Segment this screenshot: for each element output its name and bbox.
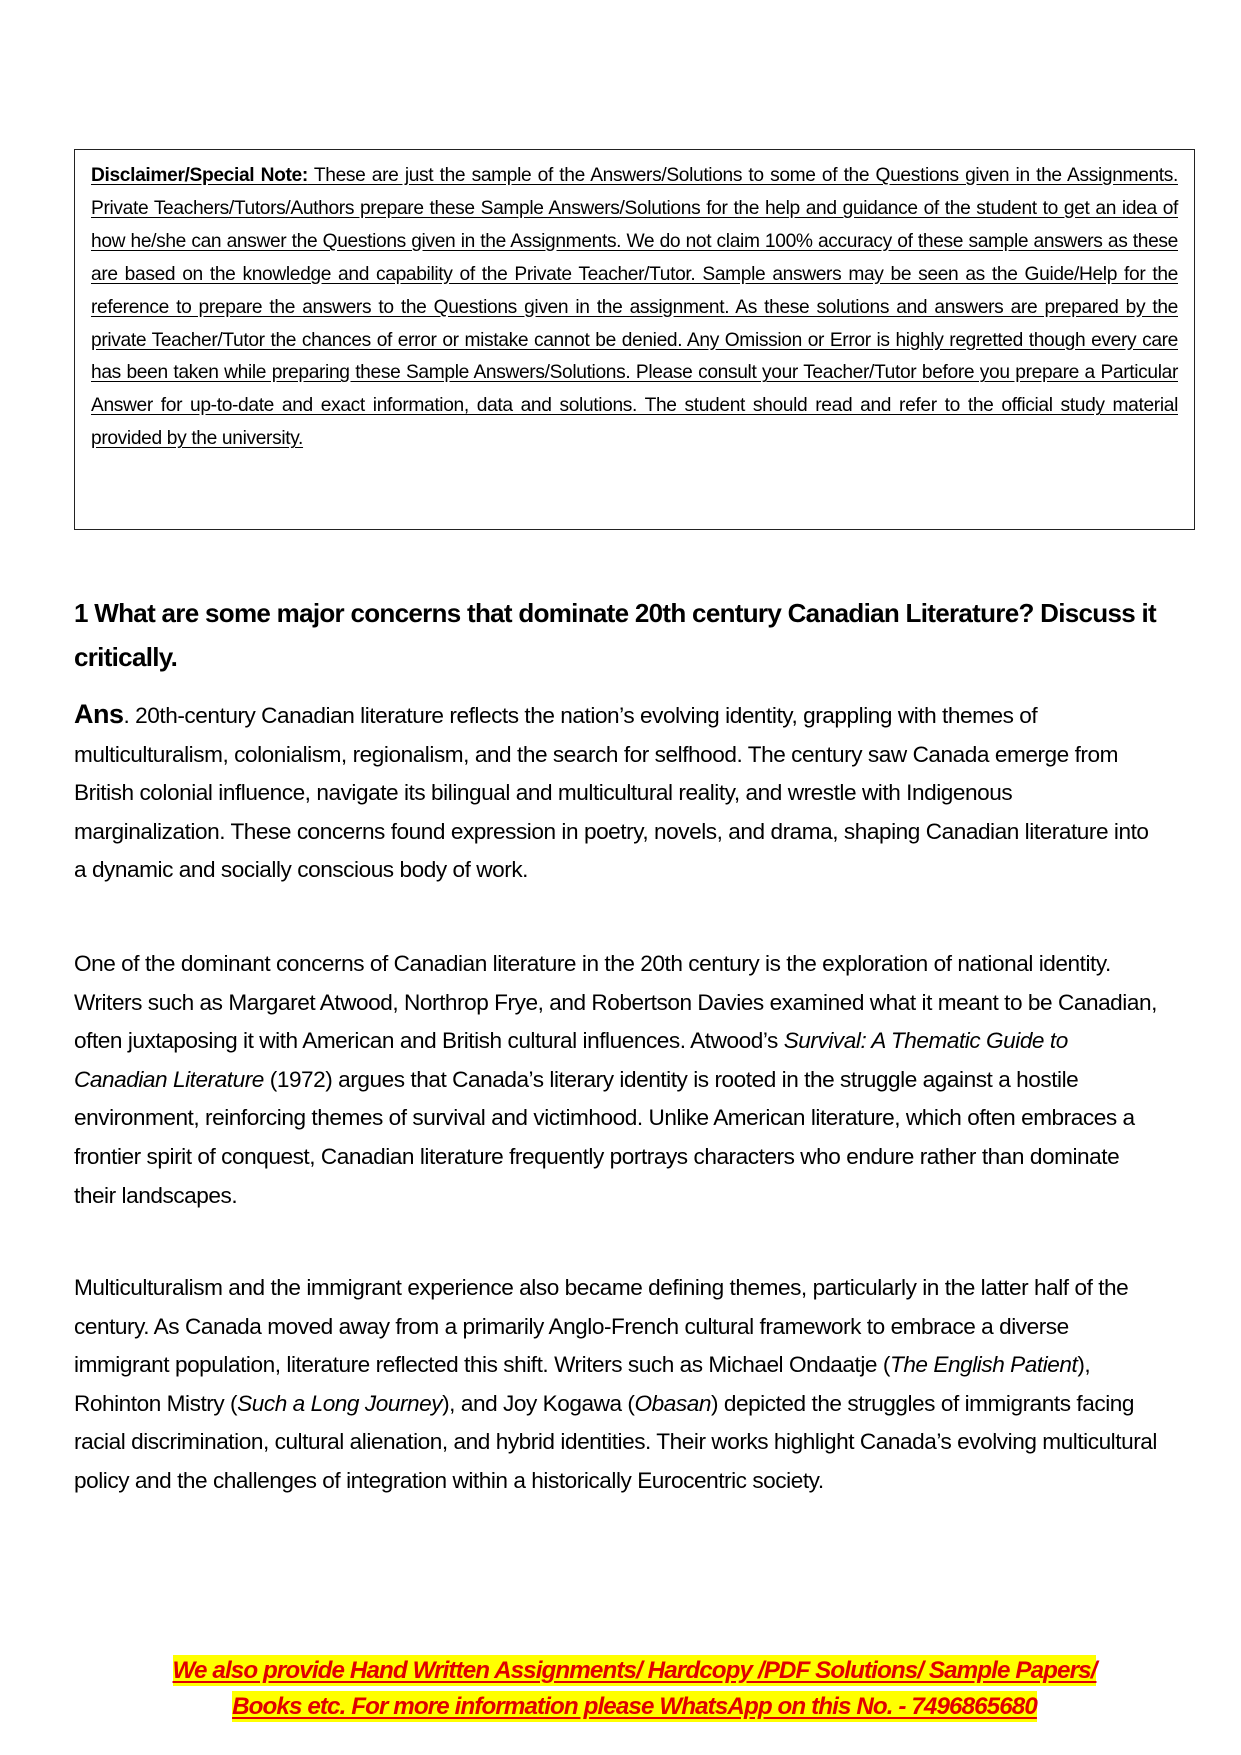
disclaimer-text [91, 160, 1178, 456]
disclaimer-body: These are just the sample of the Answers/Solutions to some of the Questions given in the Assignments. Private Teachers/Tutors/Authors prepare these Sample Answers/Solutions for the help and guidance of the student to get an idea of how he/she can answer the Questions given in the Assignments. We do not claim 100% accuracy of these sample answers as these are based on the knowledge and capability of the Private Teacher/Tutor. Sample answers may be seen as the Guide/Help for the reference to prepare the answers to the Questions given in the assignment. As these solutions and answers are prepared by the private Teacher/Tutor the chances of error or mistake cannot be denied. Any Omission or Error is highly regretted though every care has been taken while preparing these Sample Answers/Solutions. Please consult your Teacher/Tutor before you prepare a Particular Answer for up-to-date and exact information, data and solutions. The student should read and refer to the official study material provided by the university. [91, 165, 1178, 450]
book-title-english-patient: The English Patient [889, 1352, 1078, 1378]
paragraph-3-text-3: ), and Joy Kogawa ( [442, 1390, 635, 1416]
answer-paragraph-2 [74, 945, 1164, 1215]
answer-paragraph-3 [74, 1269, 1164, 1501]
paragraph-3-text-2: ), Rohinton Mistry ( [74, 1352, 1091, 1416]
footer-promo-line-2: Books etc. For more information please WhatsApp on this No. - 7496865680 [232, 1693, 1037, 1720]
paragraph-3-text-1: Multiculturalism and the immigrant experience also became defining themes, particularly in the latter half of the century. As Canada moved away from a primarily Anglo-French cultural framework to embrace a diverse immigrant population, literature reflected this shift. Writers such as Michael Ondaatje ( [74, 1275, 1129, 1378]
paragraph-2-text-after: (1972) argues that Canada’s literary identity is rooted in the struggle against a hostile environment, reinforcing themes of survival and victimhood. Unlike American literature, which often embraces a frontier spirit of conquest, Canadian literature frequently portrays characters who endure rather than dominate their landscapes. [74, 1066, 1135, 1208]
question-heading: 1 What are some major concerns that dominate 20th century Canadian Literature? Discuss it critically. [74, 598, 1157, 672]
answer-paragraph-1-text: . 20th-century Canadian literature reflects the nation’s evolving identity, grappling with themes of multiculturalism, colonialism, regionalism, and the search for selfhood. The century saw Canada emerge from British colonial influence, navigate its bilingual and multicultural reality, and wrestle with Indigenous marginalization. These concerns found expression in poetry, novels, and drama, shaping Canadian literature into a dynamic and socially conscious body of work. [74, 703, 1149, 883]
disclaimer-lead: Disclaimer/Special Note: [91, 165, 308, 186]
disclaimer-box [74, 149, 1195, 530]
book-title-such-a-long-journey: Such a Long Journey [237, 1390, 443, 1416]
book-title-survival: Survival: A Thematic Guide to Canadian Literature [74, 1028, 1068, 1092]
book-title-obasan: Obasan [634, 1390, 711, 1416]
footer-promo [74, 1653, 1195, 1725]
footer-promo-line-1: We also provide Hand Written Assignments/ Hardcopy /PDF Solutions/ Sample Papers/ [172, 1657, 1097, 1684]
paragraph-3-text-4: ) depicted the struggles of immigrants facing racial discrimination, cultural alienation, and hybrid identities. Their works highlight Canada’s evolving multicultural policy and the challenges of integration within a historically Eurocentric society. [74, 1390, 1157, 1493]
answer-label: Ans [74, 699, 124, 729]
paragraph-2-text-before: One of the dominant concerns of Canadian literature in the 20th century is the exploration of national identity. Writers such as Margaret Atwood, Northrop Frye, and Robertson Davies examined what it meant to be Canadian, often juxtaposing it with American and British cultural influences. Atwood’s [74, 951, 1157, 1054]
answer-paragraph-1 [74, 695, 1164, 890]
